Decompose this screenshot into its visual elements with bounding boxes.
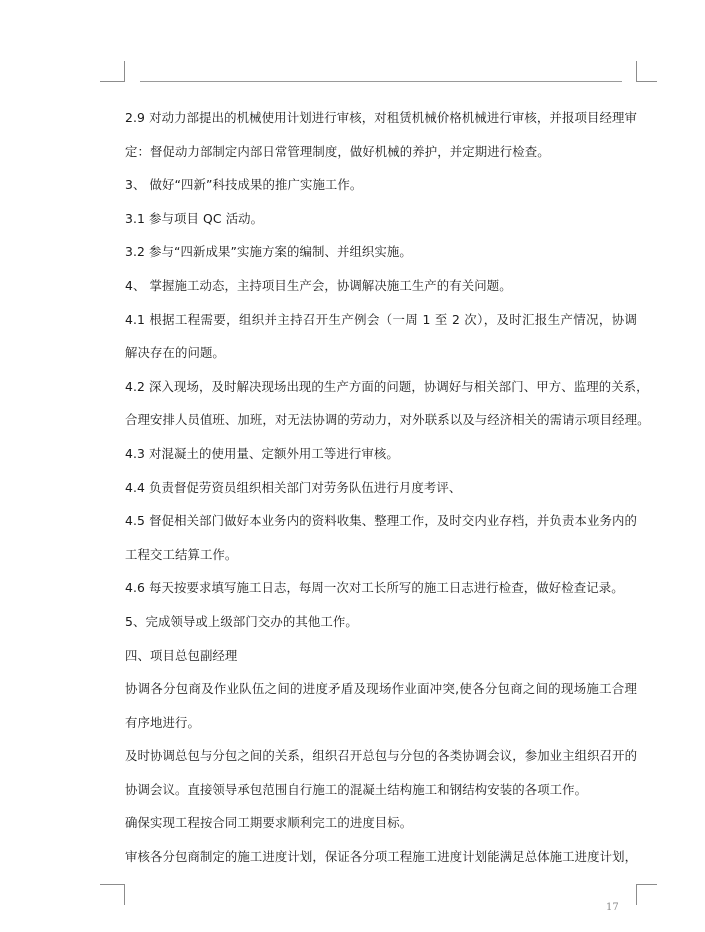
text-line: 4.6 每天按要求填写施工日志，每周一次对工长所写的施工日志进行检查，做好检查记录。 xyxy=(125,580,624,596)
text-line: 4.2 深入现场，及时解决现场出现的生产方面的问题，协调好与相关部门、甲方、监理的关系， xyxy=(125,378,649,394)
text-line: 工程交工结算工作。 xyxy=(125,546,238,562)
section-heading: 四、项目总包副经理 xyxy=(125,647,238,663)
text-line: 4、 掌握施工动态，主持项目生产会，协调解决施工生产的有关问题。 xyxy=(125,277,512,293)
text-line: 3、 做好“四新”科技成果的推广实施工作。 xyxy=(125,177,363,193)
text-line: 协调各分包商及作业队伍之间的进度矛盾及现场作业面冲突,使各分包商之间的现场施工合理 xyxy=(125,681,637,697)
text-line: 4.4 负责督促劳资员组织相关部门对劳务队伍进行月度考评、 xyxy=(125,479,462,495)
text-line: 协调会议。直接领导承包范围自行施工的混凝土结构施工和钢结构安装的各项工作。 xyxy=(125,781,588,797)
header-rule xyxy=(140,81,622,82)
text-line: 4.5 督促相关部门做好本业务内的资料收集、整理工作，及时交内业存档，并负责本业务内的 xyxy=(125,513,637,529)
text-line: 确保实现工程按合同工期要求顺利完工的进度目标。 xyxy=(125,815,413,831)
crop-mark-bottom-left xyxy=(100,884,125,905)
text-line: 2.9 对动力部提出的机械使用计划进行审核，对租赁机械价格机械进行审核，并报项目经理审 xyxy=(125,110,637,125)
text-line: 5、完成领导或上级部门交办的其他工作。 xyxy=(125,613,358,629)
text-line: 审核各分包商制定的施工进度计划，保证各分项工程施工进度计划能满足总体施工进度计划， xyxy=(125,849,638,865)
page-number: 17 xyxy=(606,902,619,913)
text-line: 定：督促动力部制定内部日常管理制度，做好机械的养护，并定期进行检查。 xyxy=(125,143,550,159)
text-line: 及时协调总包与分包之间的关系，组织召开总包与分包的各类协调会议，参加业主组织召开的 xyxy=(125,748,638,764)
text-line: 3.2 参与“四新成果”实施方案的编制、并组织实施。 xyxy=(125,244,412,260)
crop-mark-top-right xyxy=(636,61,657,82)
text-line: 解决存在的问题。 xyxy=(125,345,225,361)
crop-mark-top-left xyxy=(100,61,125,82)
body-text xyxy=(125,101,650,874)
text-line: 合理安排人员值班、加班，对无法协调的劳动力，对外联系以及与经济相关的需请示项目经理。 xyxy=(125,412,650,428)
text-line: 3.1 参与项目 QC 活动。 xyxy=(125,210,264,226)
text-line: 4.3 对混凝土的使用量、定额外用工等进行审核。 xyxy=(125,445,399,461)
crop-mark-bottom-right xyxy=(636,884,657,905)
text-line: 4.1 根据工程需要，组织并主持召开生产例会（一周 1 至 2 次），及时汇报生产情况，协调 xyxy=(125,311,637,327)
text-line: 有序地进行。 xyxy=(125,714,200,730)
